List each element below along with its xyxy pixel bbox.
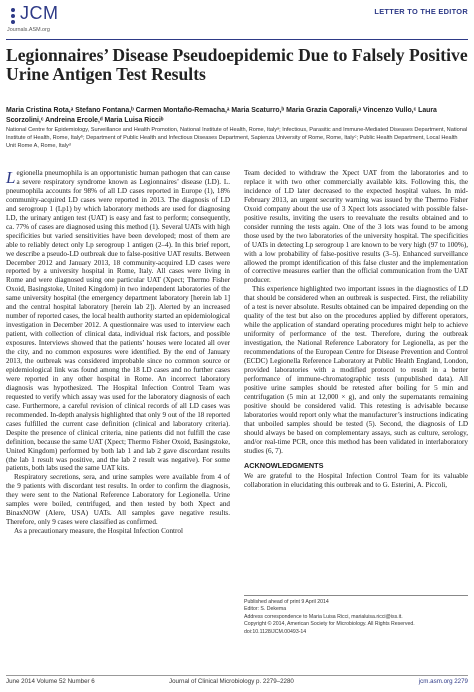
correspondence-line[interactable]: Address correspondence to Maria Luisa Ricci, marialuisa.ricci@iss.it. <box>244 613 403 620</box>
journal-logo[interactable] <box>6 3 76 37</box>
journal-pages: Journal of Clinical Microbiology p. 2279–2280 <box>169 678 294 685</box>
page-footer <box>6 678 468 690</box>
doi-line[interactable]: doi:10.1128/JCM.00493-14 <box>244 628 307 635</box>
body-paragraph: This experience highlighted two important issues in the diagnostics of LD that should be considered when an outbreak is suspected. First, the reliability of a test is never absolute. Results obtained can be impaired depending on the quality of the test but also on the procedures applied by different operators, while the application of standard operating procedures might help to achieve uniformity of performance of the test. Therefore, during the outbreak investigation, the National Reference Laboratory for Legionella, as per the recommendations of the European Centre for Disease Prevention and Control (ECDC) Legionella Reference Laboratory at Public Health England, London, provided laboratories with a modified protocol to result in a better performance of immune-chromatographic tests (unpublished data). All positive urine samples should be retested after boiling for 5 min and centrifugation (5 min at 12,000 × g), and only the supernatants remaining positive should be considered valid. This retesting is advisable because laboratories would report only what the manufacturer’s instructions indicating that unboiled samples should be tested (5). Second, the diagnosis of LD should always be based on complementary assays, such as culture, serology, and/or real-time PCR, once this method has been validated in interlaboratory studies (6, 7). <box>244 285 468 455</box>
logo-text: JCM <box>20 3 59 23</box>
body-paragraph: Legionella pneumophila is an opportunistic human pathogen that can cause a severe respiratory syndrome known as Legionnaires’ disease (LD). L. pneumophila accounts for 98% of all LD cases reported in Europe (1), 18% community-acquired LD cases were reported in 2013. The diagnosis of LD and serogroup 1 (Lp1) by which laboratory methods are used for diagnosing LD, the urinary antigen test (UAT) is easy and fast to perform; consequently, ca. 77% of cases are diagnosed using this method (1). Several UATs with high specificities but varied sensitivities have been developed; most of them are able to reliably detect only Lp serogroup 1 antigen (2–4). In this brief report, we describe a pseudo-LD outbreak due to false-positive UAT results. Between December 2012 and January 2013, 18 community-acquired LD cases were reported by a university hospital in Rome, Italy. All cases were living in Rome and were diagnosed using one particular UAT (Xpect; Thermo Fisher Oxoid, Basingstoke, United Kingdom) in two independent laboratories of the same university hospital (the emergency department laboratory [herein lab 1] and the central hospital laboratory [herein lab 2]). Alerted by an increased number of reported cases, the local health authority started an epidemiological investigation in December 2012. A questionnaire was used to interview each patient, with collection of clinical data, individual risk factors, and possible exposures. Interviews showed that the patients’ houses were located all over the city, and no common exposures were identified. By the end of January 2013, the outbreak was considered improbable since no common source or epidemiological link was found among the 18 LD cases and no further cases were reported in any other hospital in Rome. An incorrect laboratory diagnosis was hypothesized. The Hospital Infection Control Team was requested to verify which assay was used for the laboratory diagnosis of each case. Furthermore, a careful revision of clinical records of all LD cases was recommended. In-depth analysis highlighted that only 9 out of the 18 reported cases fulfilled the current case definition (clinical and laboratory criteria). Despite the presence of clinical criteria, nine patients did not fulfill the case definition, because the same UAT (Xpect; Thermo Fisher Oxoid, Basingstoke, United Kingdom) performed by both lab 1 and lab 2 gave discordant results (the lab 1 result was positive, and the lab 2 result was negative). For some patients, both labs used the same UAT kits. <box>6 168 230 473</box>
body-paragraph: Respiratory secretions, sera, and urine samples were available from 4 of the 9 patients with discordant test results. In order to confirm the diagnosis, they were sent to the National Reference Laboratory for Legionella. Urine samples were boiled, centrifuged, and then tested by both Xpect and BinaxNOW (Alere, USA) UATs. All samples gave negative results. Therefore, only 9 cases were classified as confirmed. <box>6 473 230 527</box>
logo-mark-icon <box>7 7 19 25</box>
body-paragraph: As a precautionary measure, the Hospital Infection Control <box>14 527 183 536</box>
journal-site-link[interactable]: jcm.asm.org 2279 <box>418 678 468 685</box>
header-divider <box>6 39 468 40</box>
acknowledgments-heading: ACKNOWLEDGMENTS <box>244 460 324 470</box>
acknowledgments-text: We are grateful to the Hospital Infection Control Team for its valuable collaboration in elucidating this outbreak and to G. Esterini, A. Piccoli, <box>244 472 468 490</box>
masthead <box>0 0 474 40</box>
published-date: Published ahead of print 9 April 2014 <box>244 599 329 605</box>
publication-info-box <box>244 595 468 636</box>
logo-url[interactable]: Journals.ASM.org <box>7 27 50 33</box>
dropcap-letter: L <box>6 168 16 187</box>
copyright-line: Copyright © 2014, American Society for Microbiology. All Rights Reserved. <box>244 621 415 628</box>
affiliation-list: National Centre for Epidemiology, Surveillance and Health Promotion, National Institute of Health, Rome, Italyᵃ; Infectious, Parasitic and Immune-Mediated Diseases Department, National Institute of Health, Rome, Italyᵇ; Department of Public Health and Infectious Diseases Department, Sapienza University of Rome, Rome, Italyᶜ; Public Health Department, Local Health Unit Rome A, Rome, Italyᵈ <box>6 127 468 149</box>
issue-info: June 2014 Volume 52 Number 6 <box>6 678 95 685</box>
footer-divider <box>6 675 468 676</box>
article-type-label: LETTER TO THE EDITOR <box>374 7 468 16</box>
author-list: Maria Cristina Rota,ᵃ Stefano Fontana,ᵇ Carmen Montaño-Remacha,ᵃ Maria Scaturro,ᵇ Maria Grazia Caporali,ᵃ Vincenzo Vullo,ᶜ Laura Scorzolini,ᶜ Andreina Ercole,ᵈ Maria Luisa Ricciᵇ <box>6 107 437 124</box>
editor-line: Editor: S. Dekema <box>244 606 287 613</box>
body-column-left <box>6 169 230 536</box>
body-column-right <box>244 169 468 490</box>
body-paragraph: Team decided to withdraw the Xpect UAT from the laboratories and to replace it with two other commercially available kits. Following this, the incidence of LD later decreased to the expected hospital values. In mid-February 2013, an urgent security warning was issued by the Thermo Fisher Oxoid company about the use of 3 Xpect lots associated with possible false-positive results, inviting the users to reevaluate the results obtained and to consider running the tests again. One of the 3 lots was found to be among those used by the two laboratories of the university hospital. The specificities of UATs in detecting Lp serogroup 1 are known to be very high (97 to 100%), with a low probability of false-positive results (3–5). Enhanced surveillance allowed the prompt identification of this false cluster and the implementation of corrective measures earlier than the official communication from the UAT producer. <box>244 169 468 285</box>
article-title: Legionnaires’ Disease Pseudoepidemic Due to Falsely Positive Urine Antigen Test Results <box>6 45 468 84</box>
